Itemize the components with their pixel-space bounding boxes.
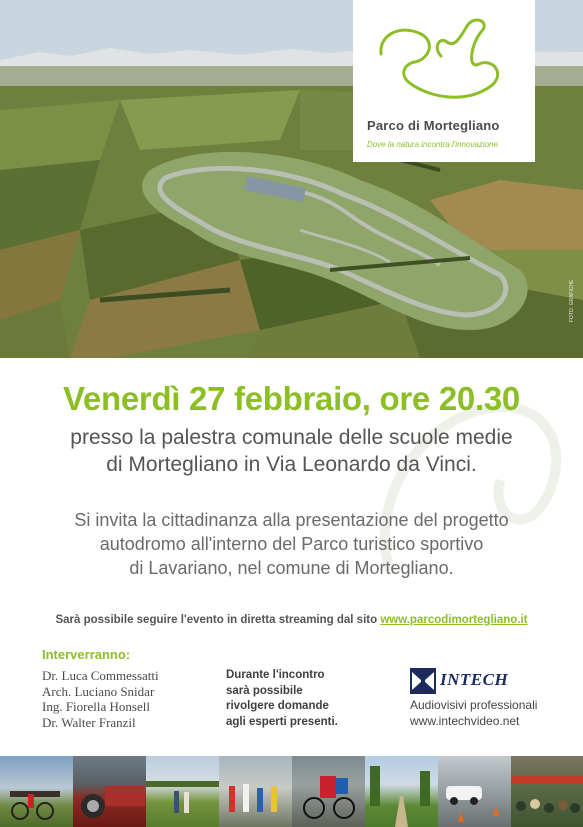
venue-line: di Mortegliano in Via Leonardo da Vinci.	[106, 453, 477, 476]
photo-credit: FOTO: GRAFICHE	[569, 279, 575, 322]
venue-text	[0, 424, 583, 478]
note-line: sarà possibile	[226, 684, 303, 697]
streaming-text: Sarà possibile seguire l'evento in diretta streaming dal sito	[55, 614, 378, 626]
cyclists-race-photo	[292, 756, 365, 827]
intech-logo-icon	[410, 668, 436, 694]
cycling-photo	[0, 756, 73, 827]
walkers-photo	[146, 756, 219, 827]
venue-line: presso la palestra comunale delle scuole medie	[70, 426, 513, 449]
speaker-name: Arch. Luciano Snidar	[42, 683, 155, 699]
driving-course-photo	[438, 756, 511, 827]
logo-title: Parco di Mortegliano	[367, 118, 500, 133]
aerial-photo	[0, 0, 583, 358]
invite-line: autodromo all'interno del Parco turistico sportivo	[99, 534, 484, 554]
sponsor-website: www.intechvideo.net	[410, 714, 520, 728]
invite-text	[0, 508, 583, 580]
note-line: agli esperti presenti.	[226, 715, 338, 728]
speaker-name: Dr. Walter Franzil	[42, 714, 136, 730]
sponsor-description: Audiovisivi professionali	[410, 698, 538, 712]
circuit-logo-icon	[371, 14, 517, 114]
sponsor-logo	[410, 668, 520, 694]
streaming-link[interactable]: www.parcodimortegliano.it	[380, 614, 528, 626]
invite-line: Si invita la cittadinanza alla presentazione del progetto	[74, 510, 509, 530]
note-line: rivolgere domande	[226, 700, 329, 712]
sponsor-name: INTECH	[440, 670, 509, 689]
park-path-photo	[365, 756, 438, 827]
photo-strip	[0, 756, 583, 827]
vintage-car-photo	[73, 756, 146, 827]
logo-tagline: Dove la natura incontra l'innovazione	[367, 140, 498, 149]
crowd-photo	[511, 756, 583, 827]
speakers-list	[42, 668, 159, 730]
note-line: Durante l'incontro	[226, 669, 325, 681]
runners-photo	[219, 756, 292, 827]
invite-line: di Lavariano, nel comune di Mortegliano.	[129, 558, 454, 578]
event-date-headline: Venerdì 27 febbraio, ore 20.30	[63, 380, 520, 417]
questions-note	[226, 668, 338, 730]
speaker-name: Dr. Luca Commessatti	[42, 668, 159, 683]
speaker-name: Ing. Fiorella Honsell	[42, 699, 150, 714]
speakers-heading: Interverranno:	[42, 647, 131, 662]
streaming-notice	[0, 614, 583, 626]
logo-card	[353, 0, 535, 162]
